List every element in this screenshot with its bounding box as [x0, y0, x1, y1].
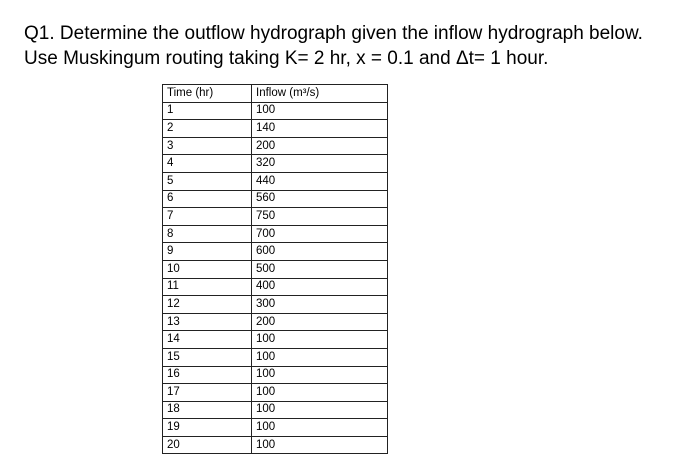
inflow-cell: 200	[252, 313, 388, 331]
table-row	[163, 278, 388, 296]
time-cell: 19	[163, 419, 252, 437]
inflow-cell: 600	[252, 243, 388, 261]
time-cell: 2	[163, 120, 252, 138]
inflow-cell: 500	[252, 260, 388, 278]
inflow-hydrograph-table	[162, 84, 388, 454]
table-row	[163, 366, 388, 384]
inflow-cell: 400	[252, 278, 388, 296]
table-header-row	[163, 85, 388, 103]
table-row	[163, 260, 388, 278]
table-row	[163, 120, 388, 138]
inflow-cell: 440	[252, 172, 388, 190]
inflow-cell: 100	[252, 102, 388, 120]
table-row	[163, 102, 388, 120]
table-row	[163, 419, 388, 437]
inflow-cell: 560	[252, 190, 388, 208]
time-cell: 4	[163, 155, 252, 173]
time-cell: 8	[163, 225, 252, 243]
inflow-cell: 100	[252, 384, 388, 402]
table-body	[163, 102, 388, 454]
time-cell: 13	[163, 313, 252, 331]
inflow-column-header: Inflow (m³/s)	[252, 85, 388, 103]
inflow-cell: 100	[252, 401, 388, 419]
time-cell: 17	[163, 384, 252, 402]
time-cell: 12	[163, 296, 252, 314]
time-cell: 6	[163, 190, 252, 208]
time-cell: 5	[163, 172, 252, 190]
time-cell: 16	[163, 366, 252, 384]
inflow-cell: 140	[252, 120, 388, 138]
inflow-cell: 700	[252, 225, 388, 243]
table-row	[163, 348, 388, 366]
inflow-cell: 100	[252, 436, 388, 454]
inflow-cell: 750	[252, 208, 388, 226]
table-row	[163, 384, 388, 402]
time-cell: 15	[163, 348, 252, 366]
table-row	[163, 296, 388, 314]
table-row	[163, 137, 388, 155]
inflow-cell: 100	[252, 331, 388, 349]
time-cell: 3	[163, 137, 252, 155]
question-text	[24, 21, 694, 71]
time-cell: 20	[163, 436, 252, 454]
inflow-cell: 300	[252, 296, 388, 314]
time-cell: 1	[163, 102, 252, 120]
inflow-cell: 100	[252, 348, 388, 366]
time-cell: 14	[163, 331, 252, 349]
time-cell: 10	[163, 260, 252, 278]
table-row	[163, 190, 388, 208]
time-cell: 18	[163, 401, 252, 419]
inflow-cell: 200	[252, 137, 388, 155]
question-line-1: Q1. Determine the outflow hydrograph given the inflow hydrograph below.	[24, 23, 643, 44]
table-row	[163, 243, 388, 261]
inflow-cell: 100	[252, 419, 388, 437]
time-cell: 11	[163, 278, 252, 296]
table-row	[163, 313, 388, 331]
time-cell: 9	[163, 243, 252, 261]
time-column-header: Time (hr)	[163, 85, 252, 103]
table-row	[163, 436, 388, 454]
table-row	[163, 155, 388, 173]
time-cell: 7	[163, 208, 252, 226]
table-row	[163, 331, 388, 349]
question-line-2: Use Muskingum routing taking K= 2 hr, x = 0.1 and Δt= 1 hour.	[24, 48, 549, 69]
inflow-cell: 100	[252, 366, 388, 384]
table-row	[163, 172, 388, 190]
inflow-cell: 320	[252, 155, 388, 173]
table-row	[163, 401, 388, 419]
table-row	[163, 208, 388, 226]
table-row	[163, 225, 388, 243]
